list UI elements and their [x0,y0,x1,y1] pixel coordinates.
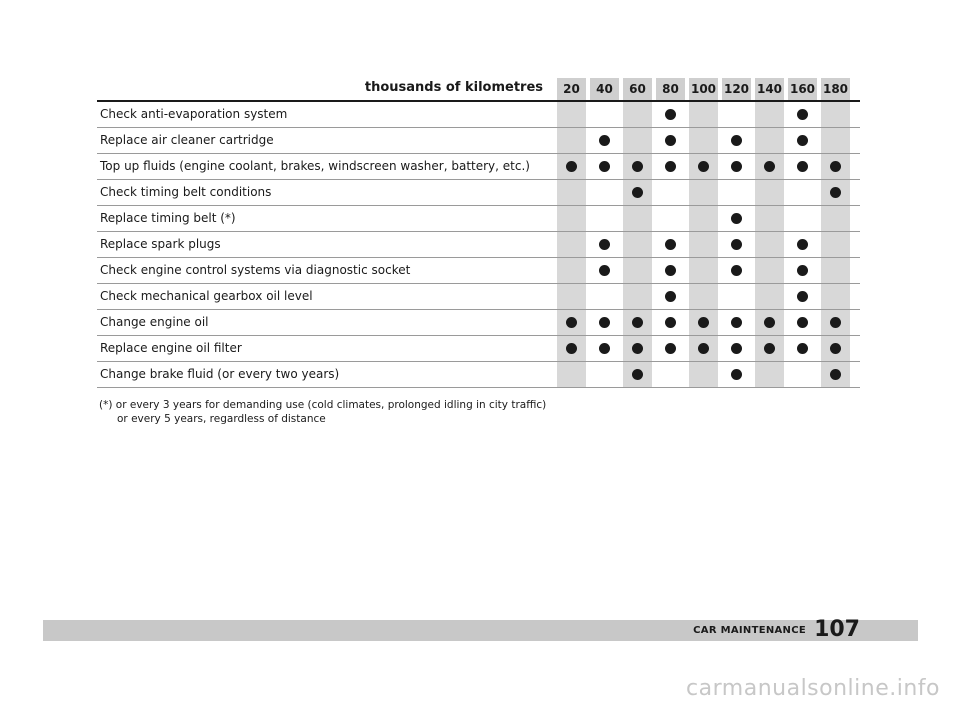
table-row [97,128,860,154]
bullet-icon [797,343,808,354]
schedule-cell [821,206,850,231]
schedule-cell [689,128,718,153]
schedule-cell [821,128,850,153]
schedule-cell [788,154,817,179]
schedule-cell [788,310,817,335]
schedule-cell [623,284,652,309]
row-label: Check engine control systems via diagnostic socket [100,263,411,277]
footnote [99,398,546,426]
schedule-cell [722,232,751,257]
schedule-cell [656,154,685,179]
schedule-cell [689,310,718,335]
table-row [97,180,860,206]
schedule-cell [788,232,817,257]
bullet-icon [665,135,676,146]
schedule-cell [590,336,619,361]
watermark: carmanualsonline.info [686,676,940,701]
row-cells [557,102,850,127]
schedule-cell [623,336,652,361]
schedule-cell [788,336,817,361]
column-header-40: 40 [590,78,619,100]
schedule-cell [557,336,586,361]
schedule-cell [557,154,586,179]
bullet-icon [665,343,676,354]
schedule-cell [557,310,586,335]
table-row [97,362,860,388]
bullet-icon [599,265,610,276]
row-label: Replace air cleaner cartridge [100,133,274,147]
schedule-cell [557,102,586,127]
schedule-cell [821,310,850,335]
schedule-cell [821,336,850,361]
schedule-cell [590,232,619,257]
schedule-cell [557,180,586,205]
schedule-cell [656,128,685,153]
bullet-icon [599,161,610,172]
bullet-icon [830,343,841,354]
schedule-cell [557,362,586,387]
bullet-icon [566,161,577,172]
bullet-icon [731,213,742,224]
row-cells [557,258,850,283]
schedule-cell [821,362,850,387]
section-title: CAR MAINTENANCE [693,625,806,636]
schedule-cell [722,180,751,205]
bullet-icon [764,161,775,172]
column-header-80: 80 [656,78,685,100]
row-cells [557,232,850,257]
page-number: 107 [814,617,860,642]
bullet-icon [698,161,709,172]
bullet-icon [698,317,709,328]
schedule-cell [689,180,718,205]
bullet-icon [665,161,676,172]
bullet-icon [665,265,676,276]
bullet-icon [632,187,643,198]
schedule-cell [821,102,850,127]
bullet-icon [665,239,676,250]
schedule-cell [722,206,751,231]
bullet-icon [731,317,742,328]
schedule-cell [557,258,586,283]
bullet-icon [731,343,742,354]
bullet-icon [797,317,808,328]
schedule-cell [821,180,850,205]
bullet-icon [599,135,610,146]
schedule-cell [755,336,784,361]
bullet-icon [566,343,577,354]
bullet-icon [830,369,841,380]
schedule-cell [755,284,784,309]
schedule-cell [722,310,751,335]
schedule-cell [590,284,619,309]
schedule-cell [557,128,586,153]
bullet-icon [731,265,742,276]
footer-bar [43,617,918,642]
bullet-icon [632,369,643,380]
bullet-icon [698,343,709,354]
schedule-cell [788,180,817,205]
schedule-cell [590,206,619,231]
bullet-icon [632,317,643,328]
schedule-cell [755,206,784,231]
row-label: Top up fluids (engine coolant, brakes, windscreen washer, battery, etc.) [100,159,530,173]
bullet-icon [599,239,610,250]
schedule-cell [722,336,751,361]
column-header-160: 160 [788,78,817,100]
schedule-cell [788,128,817,153]
row-cells [557,336,850,361]
bullet-icon [797,265,808,276]
bullet-icon [599,317,610,328]
bullet-icon [566,317,577,328]
bullet-icon [731,239,742,250]
row-label: Replace spark plugs [100,237,221,251]
bullet-icon [797,291,808,302]
table-body [97,102,860,388]
schedule-cell [590,258,619,283]
schedule-cell [590,154,619,179]
schedule-cell [557,284,586,309]
schedule-cell [557,232,586,257]
schedule-cell [722,258,751,283]
row-cells [557,128,850,153]
bullet-icon [665,317,676,328]
schedule-cell [623,154,652,179]
row-label: Check timing belt conditions [100,185,272,199]
column-header-180: 180 [821,78,850,100]
schedule-cell [623,362,652,387]
schedule-cell [722,102,751,127]
schedule-cell [755,232,784,257]
schedule-cell [689,232,718,257]
column-header-60: 60 [623,78,652,100]
schedule-cell [656,258,685,283]
schedule-cell [788,206,817,231]
row-cells [557,206,850,231]
row-label: Replace engine oil filter [100,341,242,355]
schedule-cell [656,232,685,257]
row-label: Check mechanical gearbox oil level [100,289,313,303]
schedule-cell [557,206,586,231]
table-row [97,258,860,284]
schedule-cell [755,258,784,283]
schedule-cell [623,232,652,257]
schedule-cell [656,180,685,205]
schedule-cell [755,154,784,179]
schedule-cell [623,206,652,231]
bullet-icon [797,135,808,146]
column-header-120: 120 [722,78,751,100]
bullet-icon [830,317,841,328]
schedule-cell [656,362,685,387]
schedule-cell [722,128,751,153]
row-label: Change brake fluid (or every two years) [100,367,340,381]
table-row [97,310,860,336]
bullet-icon [797,239,808,250]
table-row [97,206,860,232]
footnote-line-2: or every 5 years, regardless of distance [117,413,326,425]
schedule-cell [656,310,685,335]
bullet-icon [731,369,742,380]
row-label: Replace timing belt (*) [100,211,236,225]
schedule-cell [788,362,817,387]
header-cells [557,78,850,100]
row-label: Change engine oil [100,315,209,329]
row-cells [557,362,850,387]
bullet-icon [632,161,643,172]
bullet-icon [731,135,742,146]
schedule-cell [689,102,718,127]
schedule-cell [689,154,718,179]
schedule-cell [755,180,784,205]
footnote-line-1: (*) or every 3 years for demanding use (cold climates, prolonged idling in city traffic) [99,399,547,411]
schedule-cell [656,336,685,361]
schedule-cell [590,102,619,127]
schedule-cell [821,232,850,257]
table-header [97,78,860,102]
schedule-cell [590,362,619,387]
table-row [97,154,860,180]
schedule-cell [623,180,652,205]
schedule-cell [689,284,718,309]
row-cells [557,154,850,179]
bullet-icon [731,161,742,172]
schedule-cell [590,128,619,153]
schedule-cell [788,102,817,127]
schedule-cell [623,310,652,335]
row-cells [557,310,850,335]
maintenance-schedule-table [97,78,860,388]
bullet-icon [764,317,775,328]
bullet-icon [830,187,841,198]
schedule-cell [722,284,751,309]
bullet-icon [830,161,841,172]
row-cells [557,180,850,205]
table-row [97,232,860,258]
schedule-cell [722,154,751,179]
bullet-icon [665,109,676,120]
bullet-icon [797,109,808,120]
schedule-cell [623,102,652,127]
table-row [97,284,860,310]
bullet-icon [665,291,676,302]
schedule-cell [689,362,718,387]
header-title: thousands of kilometres [364,80,543,95]
schedule-cell [590,310,619,335]
schedule-cell [788,284,817,309]
column-header-140: 140 [755,78,784,100]
row-cells [557,284,850,309]
schedule-cell [689,258,718,283]
bullet-icon [797,161,808,172]
schedule-cell [755,362,784,387]
schedule-cell [722,362,751,387]
bullet-icon [632,343,643,354]
schedule-cell [623,128,652,153]
schedule-cell [590,180,619,205]
row-label: Check anti-evaporation system [100,107,288,121]
column-header-20: 20 [557,78,586,100]
schedule-cell [821,284,850,309]
table-row [97,102,860,128]
schedule-cell [821,154,850,179]
column-header-100: 100 [689,78,718,100]
table-row [97,336,860,362]
schedule-cell [623,258,652,283]
schedule-cell [656,206,685,231]
schedule-cell [788,258,817,283]
schedule-cell [656,284,685,309]
schedule-cell [821,258,850,283]
bullet-icon [599,343,610,354]
schedule-cell [755,102,784,127]
schedule-cell [755,310,784,335]
bullet-icon [764,343,775,354]
schedule-cell [656,102,685,127]
schedule-cell [689,336,718,361]
schedule-cell [689,206,718,231]
schedule-cell [755,128,784,153]
